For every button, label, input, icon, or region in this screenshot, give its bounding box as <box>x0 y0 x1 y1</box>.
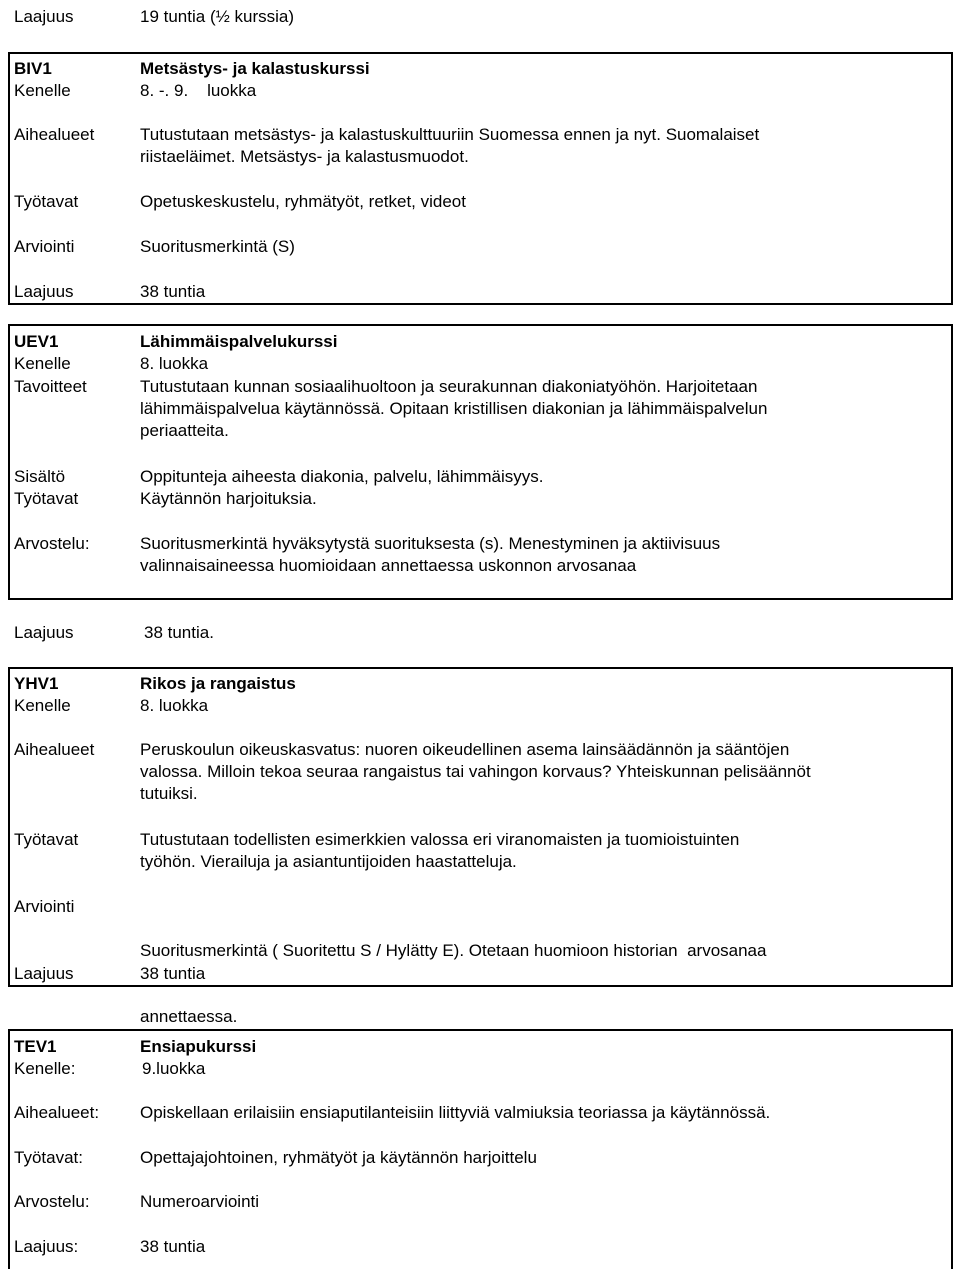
yhv1-code: YHV1 <box>14 674 59 693</box>
biv1-eval-value: Suoritusmerkintä (S) <box>140 237 295 256</box>
yhv1-scope-label: Laajuus <box>14 964 74 983</box>
tev1-topics-value: Opiskellaan erilaisiin ensiaputilanteisiin liittyviä valmiuksia teoriassa ja käytännössä. <box>140 1103 771 1122</box>
yhv1-topics-line: Peruskoulun oikeuskasvatus: nuoren oikeudellinen asema lainsäädännön ja sääntöjen <box>140 740 790 759</box>
top-scope-value: 19 tuntia (½ kurssia) <box>140 7 295 26</box>
yhv1-eval-label: Arviointi <box>14 897 75 916</box>
biv1-topics-label: Aihealueet <box>14 125 95 144</box>
uev1-for-label: Kenelle <box>14 354 71 373</box>
yhv1-eval-line: Suoritusmerkintä ( Suoritettu S / Hylätty E). Otetaan huomioon historian arvosanaa <box>140 941 767 960</box>
yhv1-title: Rikos ja rangaistus <box>140 674 296 693</box>
biv1-title: Metsästys- ja kalastuskurssi <box>140 59 370 78</box>
uev1-grading-label: Arvostelu: <box>14 534 90 553</box>
uev1-goals-line: periaatteita. <box>140 421 229 440</box>
uev1-goals-label: Tavoitteet <box>14 377 87 396</box>
tev1-for-label: Kenelle: <box>14 1059 76 1078</box>
tev1-grading-value: Numeroarviointi <box>140 1192 260 1211</box>
biv1-for-label: Kenelle <box>14 81 71 100</box>
biv1-topics-line: riistaeläimet. Metsästys- ja kalastusmuodot. <box>140 147 469 166</box>
biv1-eval-label: Arviointi <box>14 237 75 256</box>
yhv1-for-value: 8. luokka <box>140 696 209 715</box>
tev1-for-value: 9.luokka <box>142 1059 206 1078</box>
uev1-title: Lähimmäispalvelukurssi <box>140 332 338 351</box>
yhv1-methods-line: Tutustutaan todellisten esimerkkien valossa eri viranomaisten ja tuomioistuinten <box>140 830 740 849</box>
yhv1-topics-line: tutuiksi. <box>140 784 198 803</box>
tev1-methods-value: Opettajajohtoinen, ryhmätyöt ja käytännön harjoittelu <box>140 1148 537 1167</box>
tev1-scope-label: Laajuus: <box>14 1237 79 1256</box>
biv1-topics-line: Tutustutaan metsästys- ja kalastuskulttuuriin Suomessa ennen ja nyt. Suomalaiset <box>140 125 760 144</box>
tev1-grading-label: Arvostelu: <box>14 1192 90 1211</box>
yhv1-for-label: Kenelle <box>14 696 71 715</box>
tev1-methods-label: Työtavat: <box>14 1148 83 1167</box>
uev1-goals-line: Tutustutaan kunnan sosiaalihuoltoon ja seurakunnan diakoniatyöhön. Harjoitetaan <box>140 377 758 396</box>
yhv1-eval-line: annettaessa. <box>140 1007 238 1026</box>
biv1-code: BIV1 <box>14 59 52 78</box>
uev1-content-value: Oppitunteja aiheesta diakonia, palvelu, lähimmäisyys. <box>140 467 544 486</box>
tev1-title: Ensiapukurssi <box>140 1037 257 1056</box>
uev1-methods-label: Työtavat <box>14 489 79 508</box>
uev1-for-value: 8. luokka <box>140 354 209 373</box>
top-scope-label: Laajuus <box>14 7 74 26</box>
biv1-for-value: 8. -. 9. luokka <box>140 81 257 100</box>
uev1-scope-label: Laajuus <box>14 623 74 642</box>
yhv1-methods-line: työhön. Vierailuja ja asiantuntijoiden haastatteluja. <box>140 852 517 871</box>
yhv1-topics-line: valossa. Milloin tekoa seuraa rangaistus tai vahingon korvaus? Yhteiskunnan pelisäännöt <box>140 762 811 781</box>
uev1-goals-value <box>140 376 940 442</box>
uev1-grading-line: Suoritusmerkintä hyväksytystä suorituksesta (s). Menestyminen ja aktiivisuus <box>140 534 721 553</box>
yhv1-topics-label: Aihealueet <box>14 740 95 759</box>
yhv1-methods-label: Työtavat <box>14 830 79 849</box>
tev1-topics-label: Aihealueet: <box>14 1103 100 1122</box>
biv1-scope-label: Laajuus <box>14 282 74 301</box>
tev1-scope-value: 38 tuntia <box>140 1237 206 1256</box>
yhv1-methods-value <box>140 829 940 873</box>
uev1-content-label: Sisältö <box>14 467 66 486</box>
biv1-methods-value: Opetuskeskustelu, ryhmätyöt, retket, videot <box>140 192 466 211</box>
uev1-goals-line: lähimmäispalvelua käytännössä. Opitaan kristillisen diakonian ja lähimmäispalvelun <box>140 399 768 418</box>
uev1-scope-value: 38 tuntia. <box>144 623 214 642</box>
uev1-code: UEV1 <box>14 332 59 351</box>
uev1-methods-value: Käytännön harjoituksia. <box>140 489 317 508</box>
yhv1-scope-value: 38 tuntia <box>140 964 206 983</box>
uev1-grading-line: valinnaisaineessa huomioidaan annettaessa uskonnon arvosanaa <box>140 556 637 575</box>
biv1-methods-label: Työtavat <box>14 192 79 211</box>
uev1-grading-value <box>140 533 940 577</box>
yhv1-topics-value <box>140 739 940 805</box>
tev1-code: TEV1 <box>14 1037 57 1056</box>
biv1-topics-value <box>140 124 940 168</box>
biv1-scope-value: 38 tuntia <box>140 282 206 301</box>
